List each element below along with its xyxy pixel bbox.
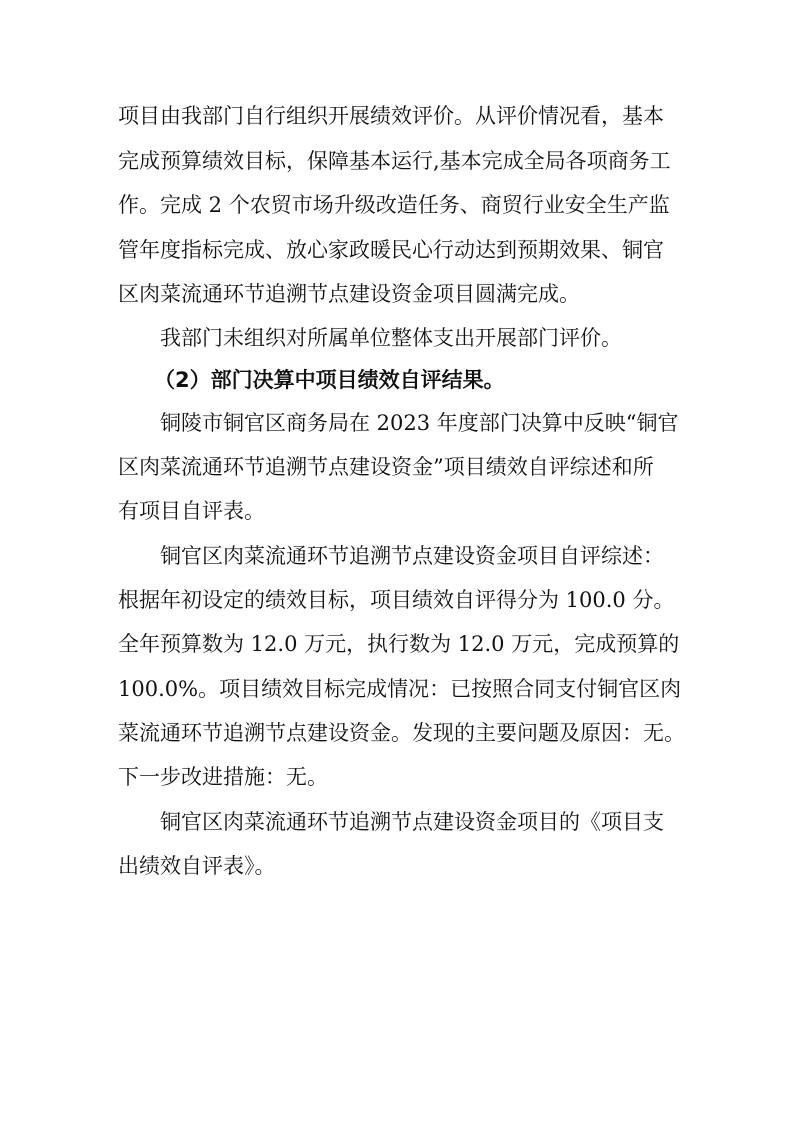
paragraph-line: 铜官区肉菜流通环节追溯节点建设资金项目自评综述：: [160, 544, 664, 568]
paragraph-line: 管年度指标完成、放心家政暖民心行动达到预期效果、铜官: [118, 238, 664, 262]
paragraph-line: 100.0%。项目绩效目标完成情况：已按照合同支付铜官区肉: [118, 677, 682, 701]
paragraph-line: 有项目自评表。: [118, 499, 265, 523]
paragraph-line: [118, 96, 684, 136]
paragraph-line: 根据年初设定的绩效目标，项目绩效自评得分为 100.0 分。: [118, 588, 675, 612]
paragraph-line: 全年预算数为 12.0 万元，执行数为 12.0 万元，完成预算的: [118, 632, 680, 656]
paragraph-line: 完成预算绩效目标，保障基本运行,基本完成全局各项商务工: [118, 149, 671, 173]
paragraph-line: 作。完成 2 个农贸市场升级改造任务、商贸行业安全生产监: [118, 193, 670, 217]
section-heading: （2）部门决算中项目绩效自评结果。: [154, 368, 505, 392]
text-run: 项目由我部门自行组织开展绩效评价。从评价情况看，基本: [118, 104, 664, 128]
paragraph-line: 铜陵市铜官区商务局在 2023 年度部门决算中反映“铜官: [160, 411, 679, 435]
paragraph-line: 菜流通环节追溯节点建设资金。发现的主要问题及原因：无。: [118, 721, 685, 745]
paragraph-line: 铜官区肉菜流通环节追溯节点建设资金项目的《项目支: [160, 810, 664, 834]
paragraph-line: 区肉菜流通环节追溯节点建设资金项目圆满完成。: [118, 282, 580, 306]
paragraph-line: 出绩效自评表》。: [118, 854, 276, 878]
paragraph-line: 我部门未组织对所属单位整体支出开展部门评价。: [160, 326, 622, 350]
paragraph-line: 区肉菜流通环节追溯节点建设资金”项目绩效自评综述和所: [118, 455, 654, 479]
paragraph-line: 下一步改进措施：无。: [118, 765, 328, 789]
